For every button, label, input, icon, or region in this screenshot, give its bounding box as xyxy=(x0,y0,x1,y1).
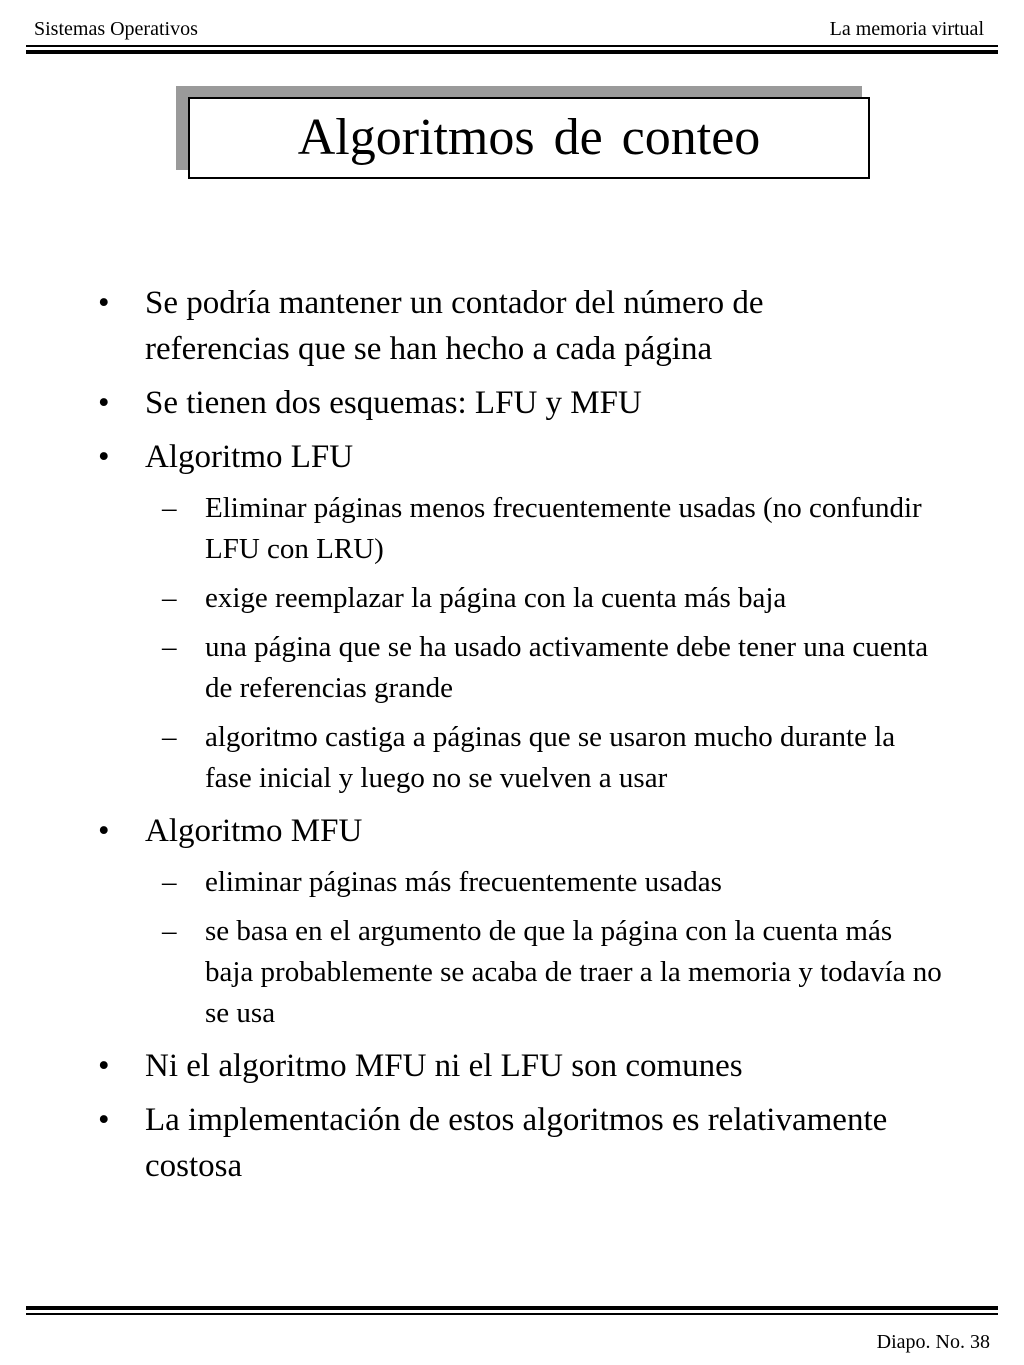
bullet-text: Algoritmo LFU xyxy=(145,439,354,475)
title-box xyxy=(188,97,870,179)
bullet-marker: • xyxy=(98,285,110,321)
sub-bullet-item xyxy=(162,578,945,619)
sub-bullet-item xyxy=(162,911,945,1034)
sub-bullet-marker: – xyxy=(162,866,177,898)
sub-bullet-text: se basa en el argumento de que la página con la cuenta más baja probablemente se acaba de traer a la memoria y todavía no se usa xyxy=(205,915,942,1029)
slide-number: Diapo. No. 38 xyxy=(876,1331,990,1353)
sub-bullet-marker: – xyxy=(162,631,177,663)
sub-bullet-item xyxy=(162,488,945,570)
sub-bullet-item xyxy=(162,627,945,709)
slide-title: Algoritmos de conteo xyxy=(297,109,761,166)
sub-bullet-text: exige reemplazar la página con la cuenta más baja xyxy=(205,582,787,614)
sub-bullet-marker: – xyxy=(162,582,177,614)
bullet-item xyxy=(98,380,905,426)
sub-bullet-marker: – xyxy=(162,915,177,947)
slide-header-right: La memoria virtual xyxy=(829,18,984,40)
footer-rule-thin xyxy=(26,1313,998,1315)
bullet-item xyxy=(98,808,905,854)
footer-rule-thick xyxy=(26,1306,998,1310)
slide-header-left: Sistemas Operativos xyxy=(34,18,198,40)
bullet-item xyxy=(98,1043,905,1089)
bullet-item xyxy=(98,1097,905,1189)
sub-bullet-text: Eliminar páginas menos frecuentemente usadas (no confundir LFU con LRU) xyxy=(205,492,922,565)
bullet-text: Se tienen dos esquemas: LFU y MFU xyxy=(145,385,642,421)
sub-bullet-marker: – xyxy=(162,492,177,524)
sub-bullet-item xyxy=(162,862,945,903)
header-rule-thin xyxy=(26,45,998,47)
bullet-text: Se podría mantener un contador del número de referencias que se han hecho a cada página xyxy=(145,285,764,367)
bullet-marker: • xyxy=(98,385,110,421)
header-rule-thick xyxy=(26,50,998,54)
sub-bullet-item xyxy=(162,717,945,799)
sub-bullet-marker: – xyxy=(162,721,177,753)
sub-bullet-text: eliminar páginas más frecuentemente usadas xyxy=(205,866,722,898)
bullet-item xyxy=(98,434,905,480)
bullet-text: La implementación de estos algoritmos es relativamente costosa xyxy=(145,1102,888,1184)
bullet-marker: • xyxy=(98,1102,110,1138)
bullet-item xyxy=(98,280,905,372)
sub-bullet-text: una página que se ha usado activamente debe tener una cuenta de referencias grande xyxy=(205,631,929,704)
bullet-marker: • xyxy=(98,439,110,475)
bullet-marker: • xyxy=(98,813,110,849)
bullet-marker: • xyxy=(98,1048,110,1084)
bullet-text: Algoritmo MFU xyxy=(145,813,363,849)
sub-bullet-text: algoritmo castiga a páginas que se usaron mucho durante la fase inicial y luego no se vuelven a usar xyxy=(205,721,896,794)
bullet-text: Ni el algoritmo MFU ni el LFU son comunes xyxy=(145,1048,743,1084)
